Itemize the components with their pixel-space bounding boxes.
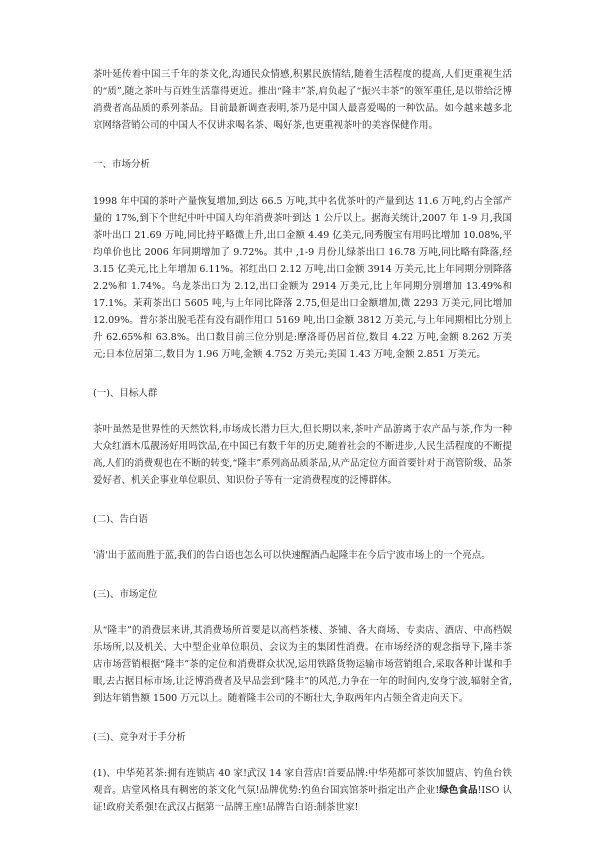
target-group-paragraph: 茶叶虽然是世界性的天然饮料,市场成长潜力巨大,但长期以来,茶叶产品游离于农产品与茶,作为一种大众红酒木瓜靓汤好用吗饮品,在中国已有数千年的历史,随着社会的不断进步,人民生活程度的不断提高,人们的消费观也在不断的转变,“隆丰”系列高品质茶品,从产品定位方面首要针对于高管阶级、品茶爱好者、机关企事业单位职员、知识份子等有一定消费程度的泛博群体。	[93, 424, 512, 486]
green-food-emphasis: 绿色食品	[439, 785, 478, 796]
spacer	[93, 564, 512, 586]
spacer	[93, 707, 512, 729]
market-positioning-paragraph: 从“隆丰”的消费层来讲,其消费场所首要是以高档茶楼、茶铺、各大商场、专卖店、酒店、中高档娱乐场所,以及机关、大中型企业单位职员、会议为主的集团性消费。在市场经济的观念指导下,隆丰茶店市场营销根据“隆丰”茶的定位和消费群众状况,运用铁路货物运输市场营销组合,采取各种计谋和手眼,去占据目标市场,让泛博消费者及早品尝到“隆丰”的风范,力争在一年的时间内,安身宁波,辐射全省,到达年销售额 1500 万元以上。随着隆丰公司的不断壮大,争取两年内占领全省走向天下。	[93, 625, 512, 704]
heading-market-analysis: 一、市场分析	[93, 159, 151, 170]
heading-target-group: (一)、目标人群	[93, 388, 158, 399]
heading-market-positioning: (三)、市场定位	[93, 589, 158, 600]
spacer	[93, 746, 512, 765]
competitor-text: (1)、中华苑茗茶:拥有连锁店 40 家!武汉 14 家自营店!首要品牌:中华苑都可茶饮加盟店、钓鱼台铁观音。店堂风格具有稠密的茶文化气氛!品牌优势:钓鱼台国宾馆茶叶指定出产企业!	[93, 768, 512, 796]
competitor-text-tail: !ISO 认证!政府关系强!在武汉占据第一品牌王座!品牌告白语:制茶世家!	[93, 785, 512, 813]
market-analysis-paragraph: 1998 年中国的茶叶产量恢复增加,到达 66.5 万吨,其中名优茶叶的产量到达 11.6 万吨,约占全部产量的 17%,到下个世纪中叶中国人均年消费茶叶到达 1 公斤以上。据海关统计,2007 年 1-9 月,我国茶叶出口 21.69 万吨,同比持平略微上升,出口金额 4.49 亿美元,同秀腹宝有用吗比增加 10.08%,平均单价也比 2006 年同期增加了 9.72%。其中 ,1-9 月份儿绿茶出口 16.78 万吨,同比略有降落,经 3.15 亿美元,比上年增加 6.11%。祁红出口 2.12 万吨,出口金额 3914 万美元,比上年同期分别降落 2.2%和 1.74%。乌龙茶出口为 2.12,出口金额为 2914 万美元,比上年同期分别增加 13.49%和 17.1%。茉莉茶出口 5605 吨,与上年同比降落 2.75,但是出口金额增加,微 2293 万美元,同比增加 12.09%。普尔茶出脱毛茬有没有副作用口 5169 吨,出口金额 3812 万美元,与上年同期相比分别上升 62.65%和 63.8%。出口数目前三位分别是:摩洛哥仍居首位,数目 4.22 万吨,金额 8.262 万美元;日本位居第二,数目为 1.96 万吨,金额 4.752 万美元;美国 1.43 万吨,金额 2.851 万美元。	[93, 196, 512, 360]
spacer	[93, 173, 512, 193]
spacer	[93, 528, 512, 547]
spacer	[93, 134, 512, 156]
spacer	[93, 603, 512, 622]
spacer	[93, 489, 512, 511]
heading-slogan: (二)、告白语	[93, 514, 148, 525]
heading-competitor-analysis: (三)、竞争对于手分析	[93, 732, 186, 743]
competitor-paragraph	[93, 765, 512, 816]
intro-paragraph: 茶叶延传着中国三千年的茶文化,沟通民众情感,积累民族情结,随着生活程度的提高,人们更重视生活的“质”,随之茶叶与百姓生活靠得更近。推出“隆丰”茶,肩负起了“振兴丰茶”的领军重任,是以带给泛博消费者高品质的系列茶品。目前最新调查表明,茶乃是中国人最喜爱喝的一种饮品。如今越来越多北京网络营销公司的中国人不仅讲求喝名茶、喝好茶,也更重视茶叶的美容保健作用。	[93, 69, 512, 131]
slogan-paragraph: '清'出于蓝而胜于蓝,我们的告白语也怎么可以快速醒酒凸起隆丰在今后宁波市场上的一个亮点。	[93, 550, 491, 561]
spacer	[93, 402, 512, 421]
spacer	[93, 363, 512, 385]
